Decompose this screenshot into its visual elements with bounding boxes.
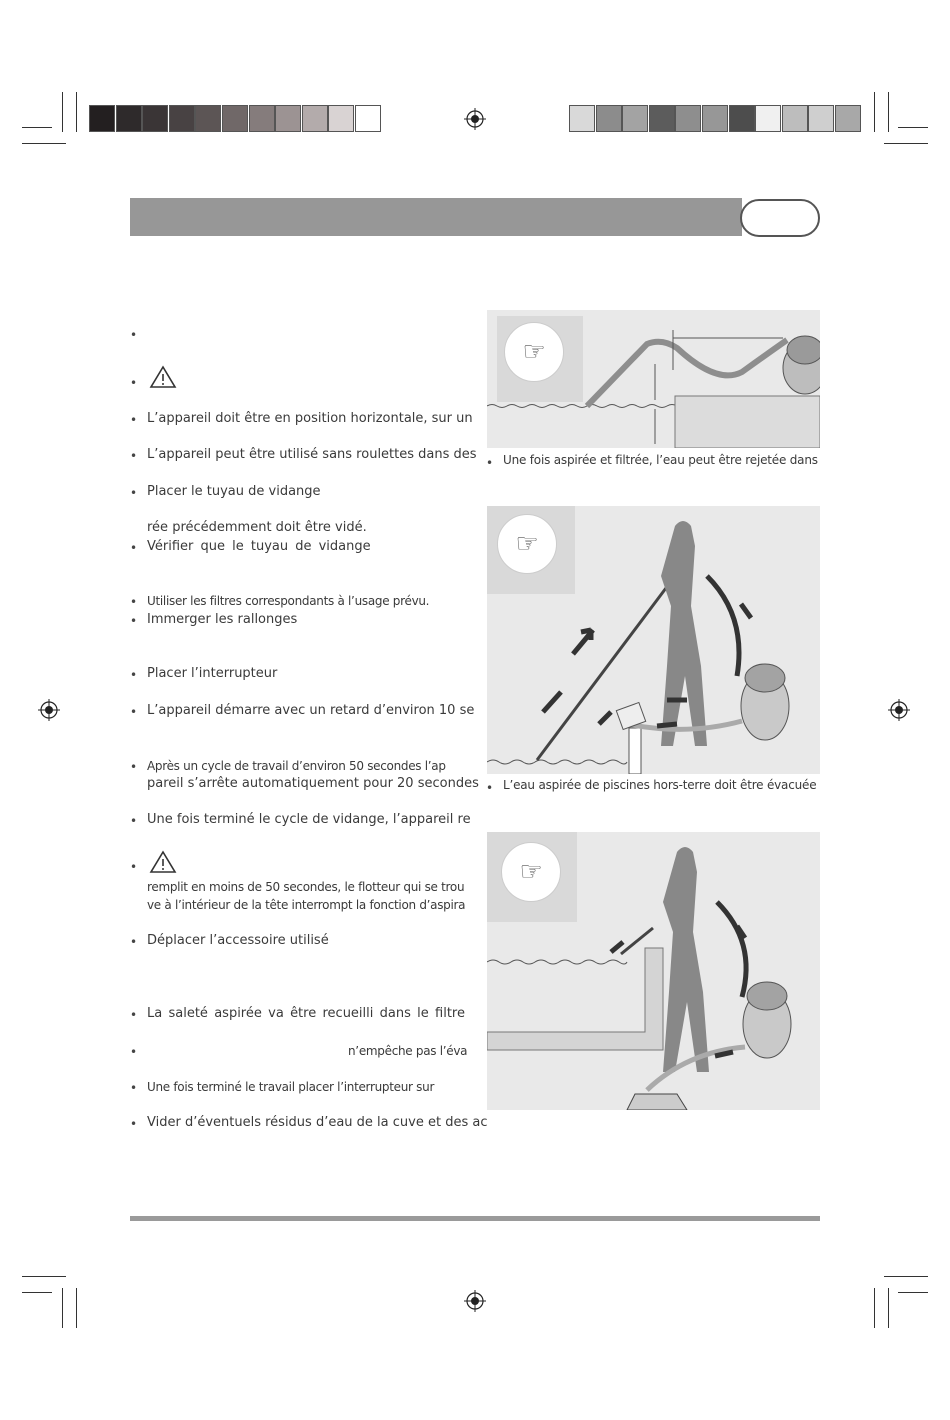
pointing-hand-icon: ☞	[497, 514, 557, 574]
drainage-illustration	[487, 310, 820, 448]
crop-mark	[22, 143, 66, 144]
color-swatch	[729, 105, 755, 132]
color-swatch	[355, 105, 381, 132]
bullet: •	[130, 1081, 138, 1095]
text-line: Placer le tuyau de vidange	[147, 484, 321, 499]
text-line: L’appareil peut être utilisé sans roulettes dans des	[147, 447, 477, 462]
color-swatch	[116, 105, 142, 132]
bullet: •	[130, 328, 138, 342]
crop-mark	[62, 92, 63, 132]
figure-drainage-hose	[487, 310, 820, 448]
text-line: Vider d’éventuels résidus d’eau de la cuve et des ac	[147, 1115, 488, 1130]
figure-vacuuming-pool	[487, 506, 820, 774]
text-line: La saleté aspirée va être recueilli dans le filtre	[147, 1006, 465, 1021]
crop-mark	[76, 1288, 77, 1328]
bullet: •	[130, 614, 138, 628]
text-line: n’empêche pas l’éva	[348, 1044, 468, 1058]
bullet: •	[130, 814, 138, 828]
text-line: Déplacer l’accessoire utilisé	[147, 933, 329, 948]
text-line: Immerger les rallonges	[147, 612, 298, 627]
color-swatch	[89, 105, 115, 132]
bullet: •	[130, 595, 138, 609]
bullet: •	[130, 1117, 138, 1131]
warning-triangle-icon	[149, 850, 177, 874]
drain-illustration	[487, 832, 820, 1110]
text-line: Utiliser les filtres correspondants à l’usage prévu.	[147, 594, 430, 608]
color-swatch	[755, 105, 781, 132]
color-swatch	[702, 105, 728, 132]
color-swatch	[808, 105, 834, 132]
bullet: •	[486, 781, 494, 795]
bullet: •	[130, 668, 138, 682]
footer-rule	[130, 1216, 820, 1221]
crop-mark	[888, 1288, 889, 1328]
text-line: L’appareil démarre avec un retard d’environ 10 se	[147, 703, 475, 718]
figure-vacuuming-drain	[487, 832, 820, 1110]
bullet: •	[130, 413, 138, 427]
registration-mark-icon	[888, 699, 910, 721]
crop-mark	[22, 127, 52, 128]
bullet: •	[130, 860, 138, 874]
section-header-bar	[130, 198, 742, 236]
color-swatch	[675, 105, 701, 132]
text-line: Une fois terminé le travail placer l’interrupteur sur	[147, 1080, 435, 1094]
crop-mark	[898, 127, 928, 128]
warning-triangle-icon	[149, 365, 177, 389]
crop-mark	[888, 92, 889, 132]
bullet: •	[130, 705, 138, 719]
text-line: L’appareil doit être en position horizontale, sur un	[147, 411, 473, 426]
color-swatch	[142, 105, 168, 132]
text-line: remplit en moins de 50 secondes, le flotteur qui se trou	[147, 880, 465, 894]
color-swatch	[169, 105, 195, 132]
color-swatch	[275, 105, 301, 132]
color-swatch	[782, 105, 808, 132]
color-swatch	[835, 105, 861, 132]
registration-mark-icon	[464, 1290, 486, 1312]
crop-mark	[884, 143, 928, 144]
crop-mark	[874, 92, 875, 132]
vacuuming-illustration	[487, 506, 820, 774]
bullet: •	[130, 1008, 138, 1022]
crop-mark	[874, 1288, 875, 1328]
text-line: Placer l’interrupteur	[147, 666, 278, 681]
bullet: •	[130, 541, 138, 555]
figure-caption: Une fois aspirée et filtrée, l’eau peut être rejetée dans	[503, 453, 818, 467]
language-tab	[740, 199, 820, 237]
color-swatch	[249, 105, 275, 132]
text-line: Une fois terminé le cycle de vidange, l’appareil re	[147, 812, 471, 827]
bullet: •	[130, 376, 138, 390]
text-line: pareil s’arrête automatiquement pour 20 secondes	[147, 776, 479, 791]
color-swatch	[649, 105, 675, 132]
text-line: Après un cycle de travail d’environ 50 secondes l’ap	[147, 759, 446, 773]
bullet: •	[130, 1045, 138, 1059]
color-swatch	[328, 105, 354, 132]
crop-mark	[898, 1292, 928, 1293]
text-line: rée précédemment doit être vidé.	[147, 520, 367, 535]
bullet: •	[130, 935, 138, 949]
figure-caption: L’eau aspirée de piscines hors-terre doit être évacuée	[503, 778, 817, 792]
bullet: •	[130, 486, 138, 500]
color-swatch	[622, 105, 648, 132]
crop-mark	[22, 1276, 66, 1277]
text-line: ve à l’intérieur de la tête interrompt la fonction d’aspira	[147, 898, 466, 912]
bullet: •	[486, 456, 494, 470]
pointing-hand-icon: ☞	[504, 322, 564, 382]
bullet: •	[130, 760, 138, 774]
crop-mark	[884, 1276, 928, 1277]
color-swatch	[222, 105, 248, 132]
color-swatch	[569, 105, 595, 132]
registration-mark-icon	[464, 108, 486, 130]
color-swatch	[596, 105, 622, 132]
text-line: Vérifier que le tuyau de vidange	[147, 539, 371, 554]
bullet: •	[130, 449, 138, 463]
crop-mark	[22, 1292, 52, 1293]
crop-mark	[62, 1288, 63, 1328]
pointing-hand-icon: ☞	[501, 842, 561, 902]
color-swatch	[302, 105, 328, 132]
registration-mark-icon	[38, 699, 60, 721]
color-swatch	[195, 105, 221, 132]
crop-mark	[76, 92, 77, 132]
